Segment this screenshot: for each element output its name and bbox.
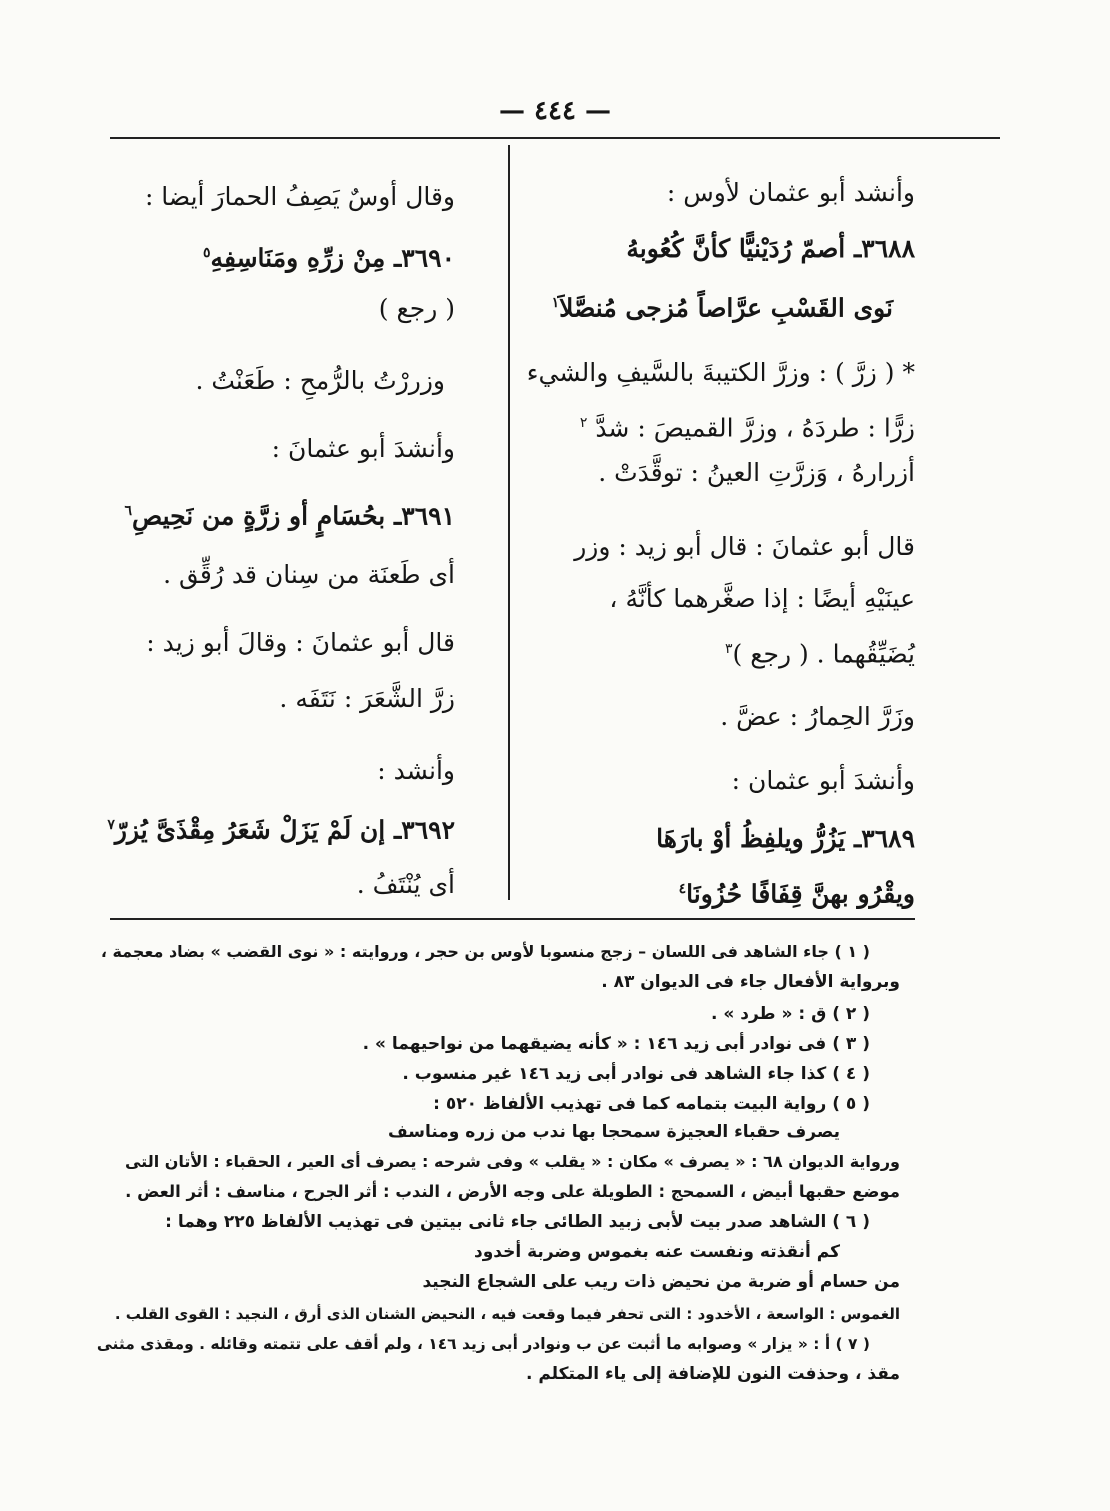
- text-line: وأنشد :: [377, 756, 455, 785]
- footnote-verse: يصرف حقباء العجيزة سمحجا بها ندب من زره ومناسف: [387, 1122, 840, 1142]
- footnote-rule: [110, 918, 915, 920]
- column-divider: [508, 145, 510, 900]
- verse-text: ٣٦٩٢ـ إن لَمْ يَزَلْ شَعَرُ مِقْذَىَّ يُزرّ: [114, 815, 455, 845]
- verse-text: ٣٦٩١ـ بحُسَامٍ أو زرَّةٍ من نَحِيصِ: [131, 501, 455, 531]
- text-line: عينَيْهِ أيضًا : إذا صغَّرهما كأنَّهُ ،: [609, 584, 915, 613]
- verse-line: [107, 808, 455, 847]
- footnote-marker: ٧: [107, 817, 115, 833]
- footnote-marker: ٣: [724, 641, 733, 657]
- text-line: زرَّ الشَّعَرَ : نَتَفَه .: [279, 684, 455, 713]
- footnote-line: ( ٢ ) ق : « طرد » .: [710, 1004, 870, 1024]
- footnote-line: ( ٥ ) رواية البيت بتمامه كما فى تهذيب الألفاظ ٥٢٠ :: [433, 1094, 870, 1114]
- text-line: وزررْتُ بالرُّمحِ : طَعَنْتُ .: [195, 366, 445, 395]
- text-line: * ( زرَّ ) : وزرَّ الكتيبةَ بالسَّيفِ والشيء: [526, 358, 915, 387]
- footnote-line: وبرواية الأفعال جاء فى الديوان ٨٣ .: [601, 972, 900, 992]
- verse-line: [679, 872, 915, 911]
- verse-line: [124, 494, 455, 533]
- text-line: [725, 632, 915, 671]
- footnote-marker: ٢: [579, 415, 588, 431]
- footnote-marker: ٤: [678, 881, 687, 897]
- footnote-line: موضع حقبها أبيض ، السمحج : الطويلة على وجه الأرض ، الندب : أثر الجرح ، مناسف : أثر العض .: [125, 1182, 900, 1201]
- verse-line: [203, 236, 455, 275]
- footnote-marker: ٥: [203, 245, 211, 261]
- footnote-line: ( ١ ) جاء الشاهد فى اللسان – زجج منسوبا لأوس بن حجر ، وروايته : « نوى القضب » بضاد معجمة ،: [100, 942, 870, 961]
- footnote-line: ( ٣ ) فى نوادر أبى زيد ١٤٦ : « كأنه يضيقهما من نواحيهما » .: [362, 1034, 870, 1054]
- verse-line: ٣٦٨٩ـ يَزُرُّ ويلفِظُ أوْ بارَهَا: [656, 824, 915, 853]
- footnote-marker: ٦: [124, 503, 132, 519]
- footnote-verse: من حسام أو ضربة من نحيض ذات ريب على الشجاع النجيد: [422, 1272, 900, 1292]
- line-text: يُضَيِّقُهما . ( رجع ): [732, 639, 915, 669]
- footnote-verse: كم أنقذته ونفست عنه بغموس وضربة أخدود: [474, 1242, 840, 1262]
- verse-text: نَوى القَسْبِ عرَّاصاً مُزجى مُنصَّلاَ: [559, 293, 893, 323]
- text-line: أزرارهُ ، وَزرَّتِ العينُ : توقَّدَتْ .: [598, 458, 915, 487]
- verse-line: [552, 286, 893, 325]
- footnote-line: الغموس : الواسعة ، الأخدود : التى تحفر فيما وقعت فيه ، النحيض الشنان الذى أرق ، النجيد : القوى القلب .: [114, 1305, 900, 1323]
- text-line: وأنشدَ أبو عثمان :: [731, 766, 915, 795]
- verse-text: ٣٦٩٠ـ مِنْ زرِّهِ ومَنَاسِفِهِ: [210, 243, 455, 273]
- text-line: ( رجع ): [378, 294, 455, 323]
- text-line: أى يُنْتَفُ .: [356, 870, 455, 899]
- footnote-line: ورواية الديوان ٦٨ : « يصرف » مكان : « يقلب » وفى شرحه : يصرف أى العير ، الحقباء : الأتان التى: [124, 1152, 900, 1171]
- verse-text: ويقْرُو بهنَّ قِفَافًا حُزُونَا: [686, 879, 915, 909]
- page-number: — ٤٤٤ —: [498, 96, 612, 126]
- footnote-line: مقذ ، وحذفت النون للإضافة إلى ياء المتكلم .: [525, 1364, 900, 1384]
- footnote-line: ( ٤ ) كذا جاء الشاهد فى نوادر أبى زيد ١٤٦ غير منسوب .: [402, 1064, 870, 1084]
- text-line: [580, 406, 915, 445]
- text-line: وأنشد أبو عثمان لأوس :: [666, 178, 915, 207]
- footnote-line: ( ٦ ) الشاهد صدر بيت لأبى زبيد الطائى جاء ثانى بيتين فى تهذيب الألفاظ ٢٢٥ وهما :: [165, 1212, 870, 1232]
- text-line: قال أبو عثمانَ : قال أبو زيد : وزر: [574, 532, 915, 561]
- verse-line: ٣٦٨٨ـ أصمّ رُدَيْنيًّا كأنَّ كُعُوبهُ: [626, 234, 915, 263]
- text-line: وأنشدَ أبو عثمانَ :: [271, 434, 455, 463]
- text-line: قال أبو عثمانَ : وقالَ أبو زيد :: [146, 628, 455, 657]
- text-line: أى طَعنَة من سِنان قد رُقِّق .: [163, 560, 455, 589]
- text-line: وزَرَّ الحِمارُ : عضَّ .: [720, 702, 915, 731]
- text-line: وقال أوسٌ يَصِفُ الحمارَ أيضا :: [144, 182, 455, 211]
- line-text: زرًّا : طردَهُ ، وزرَّ القميصَ : شدَّ: [595, 413, 915, 443]
- footnote-marker: ١: [551, 295, 560, 311]
- header-rule: [110, 137, 1000, 139]
- footnote-line: ( ٧ ) أ : « يزار » وصوابه ما أثبت عن ب ونوادر أبى زيد ١٤٦ ، ولم أقف على تتمته وقائله . ومقذى مثنى: [96, 1335, 870, 1353]
